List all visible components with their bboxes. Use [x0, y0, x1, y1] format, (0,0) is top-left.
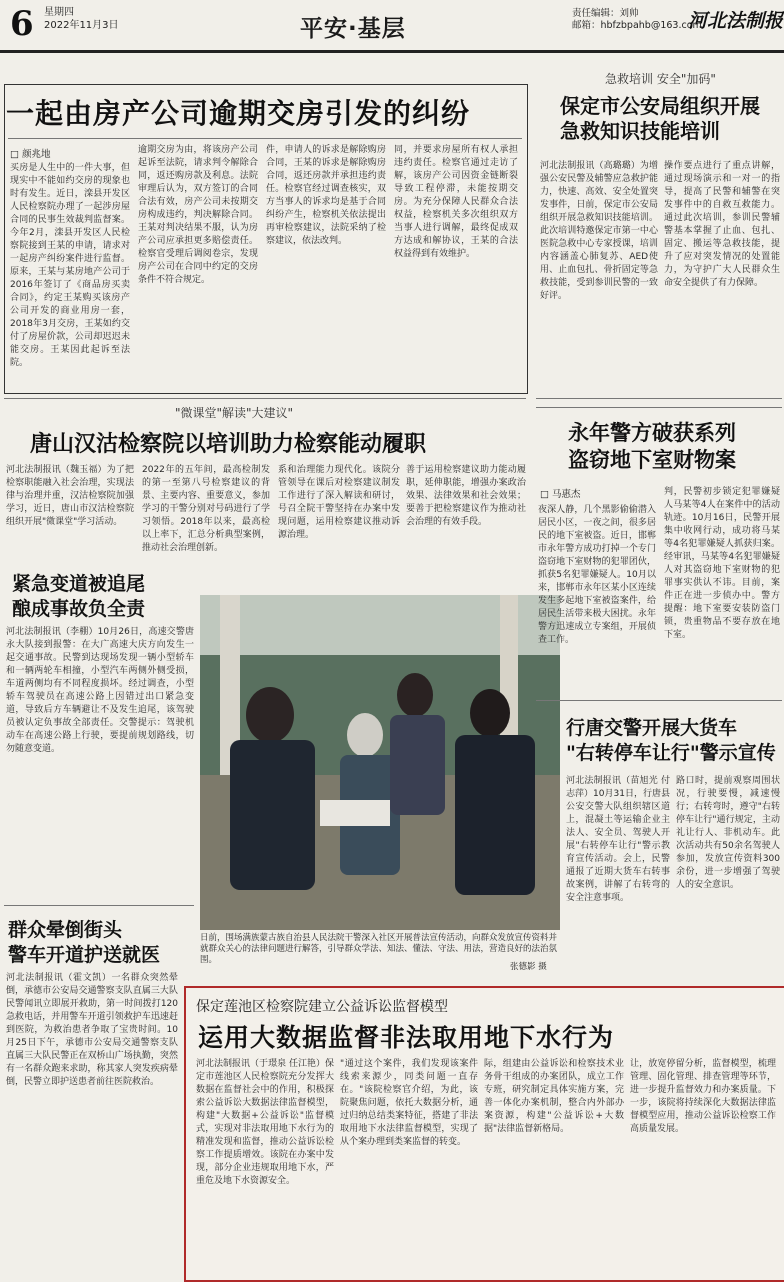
weiketang-col-3: 系和治理能力现代化。该院分管领导在课后对检察建议制发工作进行了深入解读和研讨，号召全院干警坚持在办案中发现问题，运用检察建议推动诉源治理。 [278, 465, 400, 540]
left-bottom-title-line-1: 群众晕倒街头 [8, 919, 123, 941]
right-top-col-2: 操作要点进行了重点讲解，通过现场演示和一对一的指导，提高了民警和辅警在突发事件中的自救互救能力。通过此次培训，参训民警辅警基本掌握了止血、包扎、固定、搬运等急救技能，提升了应对突发情况的处置能力，为守护广大人民群众生命安全提供了有力保障。 [664, 161, 780, 288]
highlight-col-4: 让，放宽停留分析，监督模型，梳理管理、固化管理、排查管理等环节，进一步提升监督效力和办案质量。下一步，该院将持续深化大数据法律监督模型应用，推动公益诉讼检察工作高质量发展。 [630, 1059, 776, 1134]
right-top-kicker: 急救培训 安全"加码" [605, 72, 716, 86]
page-number: 6 [10, 4, 34, 44]
weiketang-col-1: 河北法制报讯（魏玉福）为了把检察职能融入社会治理，实现法律与治理并重，汉沽检察院加强学习，近日，唐山市汉沽检察院组织开展"微课堂"学习活动。 [6, 465, 134, 527]
right-top-title-line-2: 急救知识技能培训 [560, 119, 720, 143]
right-low-title-line-2: "右转停车让行"警示宣传 [566, 742, 776, 764]
left-mid-title [12, 572, 192, 622]
lead-col-2: 逾期交房为由，将该房产公司起诉至法院，请求判令解除合同，返还购房款及利息。法院审理后认为，双方签订的合同合法有效，房产公司未按期交房构成违约，判决解除合同。王某对判决结果不服，认为房产公司应承担更多赔偿责任。检察官受理后调阅卷宗，发现房产公司在合同中约定的交房条件不符合规定。 [138, 145, 258, 285]
right-mid-col-2: 判，民警初步锁定犯罪嫌疑人马某等4人在案件中的活动轨迹。10月16日，民警开展集中收网行动，成功将马某等4名犯罪嫌疑人抓获归案。经审讯，马某等4名犯罪嫌疑人对其盗窃地下室财物的犯罪事实供认不讳。目前，案件正在进一步侦办中。警方提醒：地下室要安装防盗门锁，贵重物品不要存放在地下室。 [664, 487, 780, 640]
highlight-col-1: 河北法制报讯（于璟泉 任江艳）保定市莲池区人民检察院充分发挥大数据在监督社会中的作用，积极探索公益诉讼大数据法律监督模型，构建"大数据+公益诉讼"监督模式，实现对非法取用地下水行为的精准发现和监督，推动公益诉讼检察工作提质增效。该院在办案中发现，部分企业违规取用地下水，严重危及地下水资源安全。 [196, 1059, 334, 1186]
right-mid-col-1: 夜深人静，几个黑影偷偷潜入居民小区，一夜之间，很多居民的地下室被盗。近日，邯郸市永年警方成功打掉一个专门盗窃地下室财物的犯罪团伙，抓获5名犯罪嫌疑人。10月以来，邯郸市永年区某小区连续发生多起地下室被盗案件，给居民生活带来极大困扰。永年警方迅速成立专案组，开展侦查工作。 [538, 505, 656, 645]
left-bottom-title-line-2: 警车开道护送就医 [8, 944, 161, 966]
left-mid-title-line-2: 酿成事故负全责 [12, 598, 146, 620]
right-low-title-line-1: 行唐交警开展大货车 [566, 717, 738, 739]
lead-col-4: 同，并要求房屋所有权人承担违约责任。检察官通过走访了解，该房产公司因资金链断裂导致工程停滞，未能按期交房。为充分保障人民群众合法权益，检察机关多次组织双方当事人进行调解，最终促成双方达成和解协议，王某的合法权益得到有效维护。 [394, 145, 518, 259]
right-mid-rule [536, 700, 782, 701]
email: 邮箱：hbfzbpahb@163.com [572, 20, 702, 31]
editor: 责任编辑：刘帅 [572, 8, 639, 19]
right-top-title-line-1: 保定市公安局组织开展 [560, 94, 760, 118]
right-low-col-2: 路口时，提前观察周围状况，行驶要慢，减速慢行；右转弯时，遵守"右转停车让行"通行规定，主动礼让行人、非机动车。此次活动共有50余名驾驶人参加，发放宣传资料300余份，进一步增强了驾驶人的安全意识。 [676, 776, 780, 890]
right-top-col-1: 河北法制报讯（高璐璐）为增强公安民警及辅警应急救护能力，快速、高效、安全处置突发事件，日前，保定市公安局组织开展急救知识技能培训。此次培训特邀保定市第一中心医院急救中心专家授课，培训内容涵盖心肺复苏、AED使用、止血包扎、骨折固定等急救技能，受到参训民警的一致好评。 [540, 161, 658, 301]
lead-title-rule [8, 138, 522, 139]
lead-byline: □ 颜兆地 [10, 149, 51, 160]
lead-col-1: 买房是人生中的一件大事，但现实中不能如约交房的现象也时有发生。近日，滦县开发区人民检察院办理了一起涉房屋合同的民事生效裁判监督案。今年2月，滦县开发区人民检察院接到王某的申请，请求对一起房产纠纷案件进行监督。原来，王某与某房地产公司于2016年签订了《商品房买卖合同》，约定王某购买该房产公司开发的商业用房一套，2018年3月交房，王某如约交付了房屋价款，公司却迟迟未能交房。王某因此起诉至法院。 [10, 163, 130, 368]
highlight-col-2: "通过这个案件，我们发现该案件线索来源少，同类问题一直存在。"该院检察官介绍，为此，该院聚焦问题，依托大数据分析，通过归纳总结类案特征，搭建了非法取用地下水法律监督模型，实现了从个案办理到类案监督的转变。 [340, 1059, 478, 1147]
highlight-col-3: 际，组建由公益诉讼和检察技术业务骨干组成的办案团队，成立工作专班，研究制定具体实施方案，完善一体化办案机制，整合内外部办案资源，构建"公益诉讼+大数据"法律监督新格局。 [484, 1059, 624, 1134]
photo-credit: 张德影 摄 [510, 962, 547, 972]
right-mid-title [568, 420, 778, 474]
date: 2022年11月3日 [44, 20, 119, 31]
right-low-col-1: 河北法制报讯（苗旭光 付志萍）10月31日，行唐县公安交警大队组织辖区道上，混凝土等运输企业主法人、安全员、驾驶人开展"右转停车让行"警示教育宣传活动。会上，民警通报了近期大货车右转事故案例，讲解了右转弯的安全注意事项。 [566, 776, 670, 903]
highlight-title: 运用大数据监督非法取用地下水行为 [198, 1023, 615, 1052]
photo-illustration [200, 595, 560, 930]
header-rule [0, 50, 784, 53]
weiketang-title: 唐山汉沽检察院以培训助力检察能动履职 [30, 432, 427, 457]
weiketang-col-4: 善于运用检察建议助力能动履职，延伸职能，增强办案政治效果、法律效果和社会效果；要善于把检察建议作为推动社会治理的有效手段。 [406, 465, 526, 527]
section-title: 平安·基层 [300, 16, 406, 42]
highlight-kicker: 保定莲池区检察院建立公益诉讼监督模型 [196, 999, 448, 1015]
left-mid-rule [4, 905, 194, 906]
right-mid-title-line-1: 永年警方破获系列 [568, 421, 736, 445]
right-top-title [560, 94, 780, 144]
right-mid-byline: □ 马惠杰 [540, 489, 581, 500]
left-mid-body: 河北法制报讯（李棚）10月26日，高速交警唐永大队接到报警：在大广高速大庆方向发生一起交通事故。民警到达现场发现一辆小型轿车和一辆两轮车相撞，小型汽车两侧外侧受损，车道两侧均有不同程度损坏。经过调查，小型轿车驾驶员在高速公路上因错过出口紧急变道，导致后方车辆避让不及发生追尾，该驾驶员被认定负事故全部责任。交警提示：驾驶机动车在高速公路上行驶，要提前规划路线，切勿随意变道。 [6, 627, 194, 754]
photo-caption: 日前，围场满族蒙古族自治县人民法院干警深入社区开展普法宣传活动，向群众发放宣传资料并就群众关心的法律问题进行解答，引导群众学法、知法、懂法、守法、用法，营造良好的法治氛围。 [200, 933, 558, 965]
issue-date [44, 6, 119, 32]
weiketang-kicker: "微课堂"解读"大建议" [175, 406, 294, 420]
left-bottom-title [8, 918, 188, 968]
right-mid-title-line-2: 盗窃地下室财物案 [568, 448, 736, 472]
weiketang-top-rule [4, 398, 526, 399]
weekday: 星期四 [44, 7, 74, 18]
weiketang-col-2: 2022年的五年间，最高检制发的第一至第八号检察建议的背景、主要内容、重要意义，参加学习的干警分别对号码进行了学习领悟。2018年以来，最高检以上率下，汇总分析典型案例，推动社会治理创新。 [142, 465, 270, 553]
left-bottom-body: 河北法制报讯（霍文凯）一名群众突然晕倒，承德市公安局交通警察支队直属三大队民警闻讯立即展开救助，第一时间拨打120急救电话，并用警车开道引领救护车迅速赶到医院，为救治患者争取了宝贵时间。10月25日下午，承德市公安局交通警察支队直属三大队民警正在双桥山广场执勤，突然有一名群众跑来求助，称其家人突发疾病晕倒，民警立即护送患者前往医院救治。 [6, 973, 178, 1087]
editor-info [572, 8, 702, 32]
right-top-rule [536, 398, 782, 399]
left-mid-title-line-1: 紧急变道被追尾 [12, 573, 146, 595]
lead-col-3: 件，申请人的诉求是解除购房合同，王某的诉求是解除购房合同，返还房款并承担违约责任。检察官经过调查核实，双方当事人的诉求均是基于合同纠纷产生，检察机关依法提出再审检察建议，法院采纳了检察建议，依法改判。 [266, 145, 386, 246]
right-mid-top-rule [536, 407, 782, 408]
newspaper-logo: 河北法制报 [688, 10, 784, 32]
news-photo [200, 595, 560, 930]
right-low-title [566, 716, 782, 766]
lead-title: 一起由房产公司逾期交房引发的纠纷 [6, 97, 471, 130]
